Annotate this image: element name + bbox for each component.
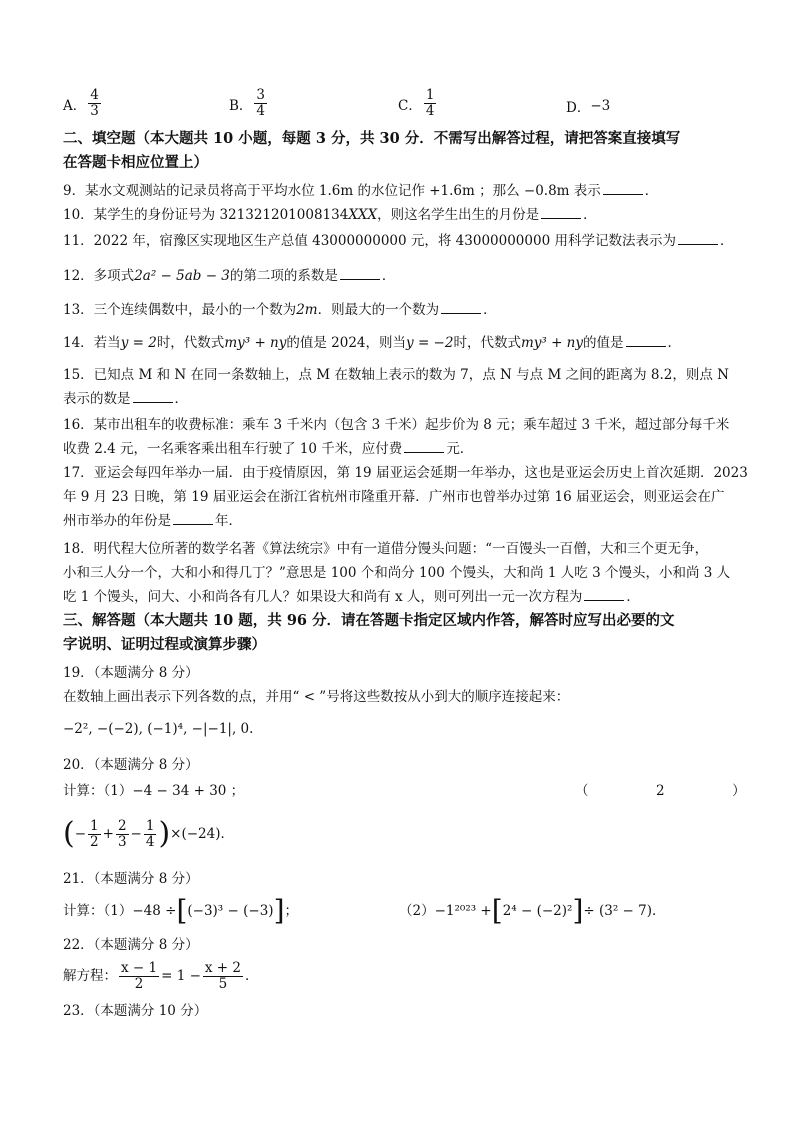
question-16-line2: 收费 2.4 元，一名乘客乘出租车行驶了 10 千米，应付费 元． (63, 438, 734, 460)
question-14: 14．若当y = 2时，代数式my³ + ny的值是 2024，则当y = −2时，代数式my³ + ny的值是 ． (63, 332, 734, 354)
question-17-line3: 州市举办的年份是 年． (63, 510, 734, 532)
question-19-heading: 19．（本题满分 8 分） (63, 665, 199, 681)
question-23-heading: 23．（本题满分 10 分） (63, 1003, 208, 1019)
option-d: D． −3 (566, 98, 611, 116)
question-19-expression: −2², −(−2), (−1)⁴, −|−1|, 0. (63, 721, 254, 737)
answer-blank[interactable] (584, 586, 624, 601)
fraction: $\frac{4}{3}$ (90, 87, 99, 119)
question-20-calc: 计算：（1）−4 − 34 + 30 ； （ 2 ） (63, 780, 734, 802)
answer-blank[interactable] (678, 230, 718, 245)
fraction: $\frac{1}{4}$ (425, 87, 435, 119)
question-21-heading: 21．（本题满分 8 分） (63, 871, 199, 887)
fraction: $\frac{3}{4}$ (256, 87, 266, 119)
question-20-part2: （ 2 ） (575, 783, 746, 799)
section3-title-line2: 字说明、证明过程或演算步骤） (63, 636, 266, 653)
answer-blank[interactable] (340, 265, 380, 280)
question-11: 11．2022 年，宿豫区实现地区生产总值 43000000000 元，将 43000000000 用科学记数法表示为 ． (63, 230, 734, 252)
answer-blank[interactable] (133, 388, 173, 403)
question-18-line2: 小和三人分一个，大和小和得几丁？”意思是 100 个和尚分 100 个馒头，大和尚 1 人吃 3 个馒头，小和尚 3 人 (63, 565, 731, 581)
question-15-line2: 表示的数是 ． (63, 388, 734, 410)
fraction: $\frac{1}{4}$ (145, 817, 155, 850)
question-18-line3: 吃 1 个馒头，问大、小和尚各有几人？如果设大和尚有 x 人，则可列出一元一次方程为 ． (63, 586, 734, 608)
question-22-heading: 22．（本题满分 8 分） (63, 937, 199, 953)
answer-blank[interactable] (441, 299, 481, 314)
question-9: 9．某水文观测站的记录员将高于平均水位 1.6m 的水位记作 +1.6m ；那么 −0.8m 表示 ． (63, 180, 734, 202)
question-20-heading: 20．（本题满分 8 分） (63, 757, 199, 773)
answer-blank[interactable] (173, 510, 213, 525)
fraction: $\frac{2}{3}$ (117, 817, 127, 850)
fraction: $\frac{x - 1}{2}$ (121, 959, 158, 992)
answer-blank[interactable] (603, 180, 643, 195)
section3-title-line1: 三、解答题（本大题共 10 题，共 96 分．请在答题卡指定区域内作答，解答时应写出必要的文 (63, 612, 675, 629)
answer-blank[interactable] (626, 332, 666, 347)
section2-title-line2: 在答题卡相应位置上） (63, 154, 208, 171)
question-17-line1: 17．亚运会每四年举办一届．由于疫情原因，第 19 届亚运会延期一年举办，这也是亚运会历史上首次延期．2023 (63, 465, 748, 481)
question-10: 10．某学生的身份证号为 321321201008134XXX，则这名学生出生的月份是 ． (63, 204, 734, 226)
answer-blank[interactable] (541, 204, 581, 219)
question-16-line1: 16．某市出租车的收费标准：乘车 3 千米内（包含 3 千米）起步价为 8 元；乘车超过 3 千米，超过部分每千米 (63, 417, 730, 433)
question-15-line1: 15．已知点 M 和 N 在同一条数轴上，点 M 在数轴上表示的数为 7，点 N 与点 M 之间的距离为 8.2，则点 N (63, 367, 729, 383)
option-b: B． $\frac{3}{4}$ (229, 87, 266, 119)
fraction: $\frac{1}{2}$ (90, 817, 99, 850)
question-21-part2: （2）−1²⁰²³ + [ 2⁴ − (−2)² ] ÷ (3² − 7)． (399, 894, 666, 927)
option-c: C． $\frac{1}{4}$ (398, 87, 435, 119)
question-18-line1: 18．明代程大位所著的数学名著《算法统宗》中有一道借分馒头问题：“一百馒头一百僧，大和三个更无争， (63, 541, 709, 557)
question-22-equation: 解方程： $\frac{x - 1}{2}$ = 1 − $\frac{x + 2}{5}$ ． (63, 959, 259, 992)
option-a: A． $\frac{4}{3}$ (63, 87, 99, 119)
fraction: $\frac{x + 2}{5}$ (204, 959, 242, 992)
question-17-line2: 年 9 月 23 日晚，第 19 届亚运会在浙江省杭州市隆重开幕．广州市也曾举办过第 16 届亚运会，则亚运会在广 (63, 489, 725, 505)
section2-title-line1: 二、填空题（本大题共 10 小题，每题 3 分，共 30 分．不需写出解答过程，请把答案直接填写 (63, 130, 681, 147)
question-12: 12．多项式2a² − 5ab − 3的第二项的系数是 ． (63, 265, 734, 287)
answer-blank[interactable] (404, 438, 444, 453)
question-13: 13．三个连续偶数中，最小的一个数为2m．则最大的一个数为 ． (63, 299, 734, 321)
question-21-calc: 计算：（1）−48 ÷ [ (−3)³ − (−3) ] ； （2）−1²⁰²³ + [ 2⁴ − (−2)² ] ÷ (3² − 7)． (63, 894, 666, 927)
question-20-part2-expression: ( − $\frac{1}{2}$ + $\frac{2}{3}$ − $\frac{1}{4}$ ) ×(−24)． (63, 816, 234, 851)
question-19-line1: 在数轴上画出表示下列各数的点，并用“ < ”号将这些数按从小到大的顺序连接起来： (63, 689, 570, 705)
